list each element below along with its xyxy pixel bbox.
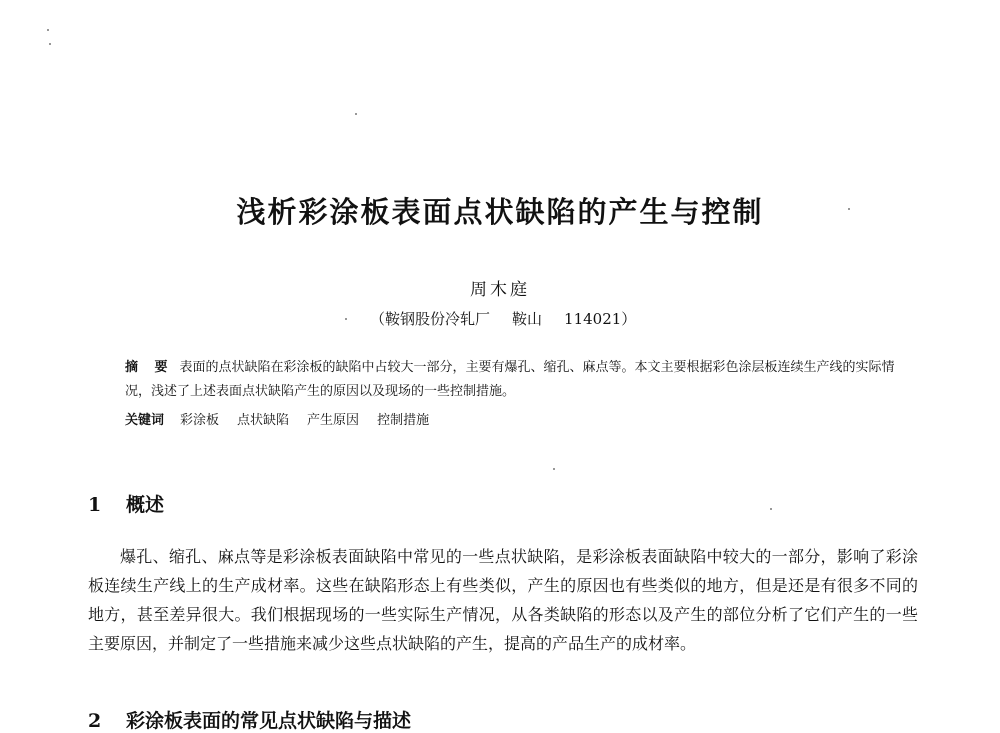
- scan-speck: [355, 113, 357, 115]
- affiliation-city: 鞍山: [512, 310, 543, 328]
- section-title: 概述: [126, 494, 165, 516]
- keyword: 点状缺陷: [237, 413, 290, 428]
- affiliation-org: （鞍钢股份冷轧厂: [370, 310, 491, 328]
- scan-speck: [49, 43, 51, 45]
- section-1-heading: [88, 490, 164, 517]
- section-title: 彩涂板表面的常见点状缺陷与描述: [126, 710, 412, 732]
- abstract-label: 摘 要: [125, 360, 174, 375]
- keyword: 产生原因: [307, 413, 360, 428]
- keyword: 控制措施: [377, 413, 430, 428]
- affiliation-postcode: 114021）: [564, 310, 637, 328]
- section-number: 2: [88, 710, 102, 732]
- scan-speck: [553, 468, 555, 470]
- paper-title: 浅析彩涂板表面点状缺陷的产生与控制: [236, 195, 764, 229]
- section-number: 1: [88, 494, 102, 516]
- keywords-label: 关键词: [125, 413, 165, 428]
- author-name: 周木庭: [470, 280, 530, 300]
- abstract-text: 表面的点状缺陷在彩涂板的缺陷中占较大一部分，主要有爆孔、缩孔、麻点等。本文主要根据彩色涂层板连续生产线的实际情况，浅述了上述表面点状缺陷产生的原因以及现场的一些控制措施。: [125, 360, 895, 399]
- scan-speck: [345, 318, 347, 320]
- section-2-heading: [88, 706, 411, 733]
- section-1-paragraph: 爆孔、缩孔、麻点等是彩涂板表面缺陷中常见的一些点状缺陷，是彩涂板表面缺陷中较大的一部分，影响了彩涂板连续生产线上的生产成材率。这些在缺陷形态上有些类似，产生的原因也有些类似的地方，但是还是有很多不同的地方，甚至差异很大。我们根据现场的一些实际生产情况，从各类缺陷的形态以及产生的部位分析了它们产生的一些主要原因，并制定了一些措施来减少这些点状缺陷的产生，提高的产品生产的成材率。: [88, 547, 918, 653]
- abstract: [125, 356, 895, 404]
- keywords: [125, 409, 447, 433]
- scan-speck: [47, 29, 49, 31]
- author-affiliation: [370, 308, 636, 329]
- keyword: 彩涂板: [180, 413, 220, 428]
- scan-speck: [770, 508, 772, 510]
